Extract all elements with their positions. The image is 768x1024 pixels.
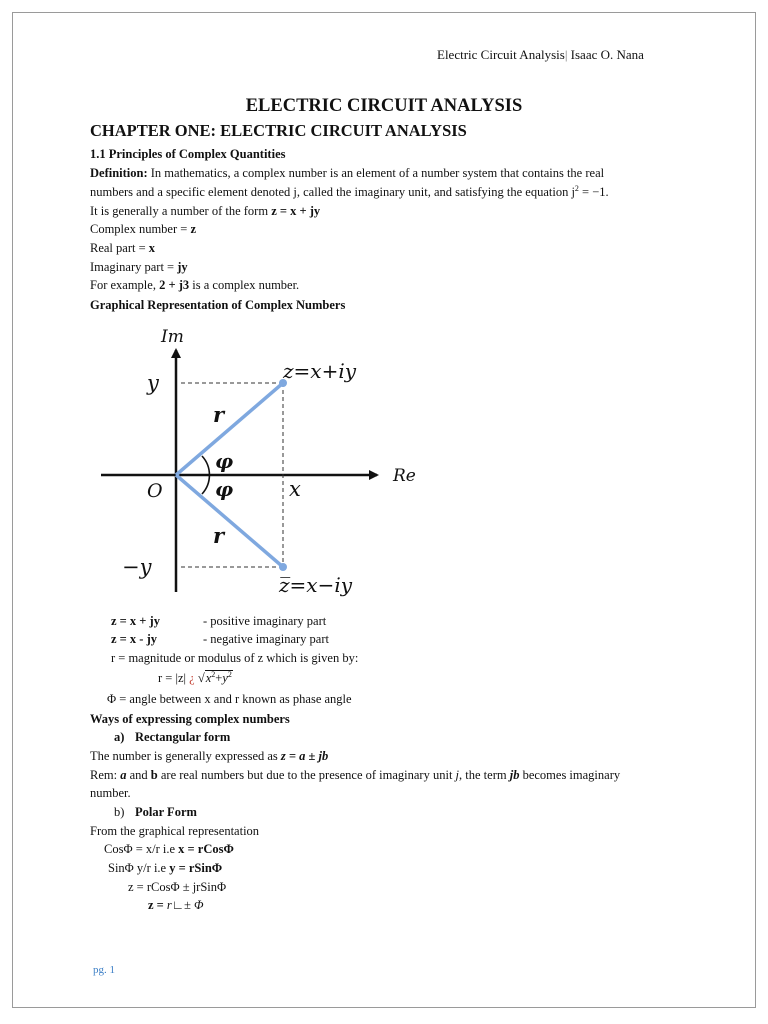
example-line: [90, 277, 299, 293]
example-text: For example,: [90, 278, 160, 292]
radicand-y: y: [222, 671, 228, 685]
rect-line-1-text: The number is generally expressed as: [90, 749, 281, 763]
point-zbar: [279, 563, 287, 571]
example-value: 2 + j3: [159, 278, 190, 292]
graph-heading: Graphical Representation of Complex Numbers: [90, 298, 346, 312]
definition-line-1: [90, 165, 604, 181]
origin-label: O: [147, 480, 163, 502]
polar-z-form-rhs: r∟± Φ: [166, 898, 204, 912]
rect-line-3: number.: [90, 786, 131, 800]
rem-j: j: [455, 768, 460, 782]
definition-text-3: = −1.: [578, 185, 609, 199]
document-title: ELECTRIC CIRCUIT ANALYSIS: [245, 96, 523, 116]
magnitude-formula-lhs: r = |z|: [158, 671, 190, 685]
rem-a: a: [120, 768, 127, 782]
radicand-x: x: [205, 671, 212, 685]
phase-angle-line: Φ = angle between x and r known as phase angle: [107, 692, 352, 706]
definition-line-2: [90, 184, 609, 200]
ways-heading: Ways of expressing complex numbers: [90, 712, 290, 726]
magnitude-glyph: ¿: [189, 671, 195, 685]
radicand-y-square: 2: [227, 670, 232, 679]
chapter-title: CHAPTER ONE: ELECTRIC CIRCUIT ANALYSIS: [90, 121, 467, 140]
z-label: z=x+iy: [283, 359, 357, 383]
rem-end: becomes imaginary: [519, 768, 621, 782]
imaginary-part-value: jy: [177, 260, 188, 274]
y-label: y: [147, 371, 159, 395]
case-positive-desc: - positive imaginary part: [203, 614, 327, 628]
polar-z-form: [148, 897, 204, 913]
rem-mid: are real numbers but due to the presence of imaginary unit: [157, 768, 456, 782]
polar-cos-result: x = rCosΦ: [178, 842, 234, 856]
complex-plane-diagram: [95, 322, 435, 597]
magnitude-text: r = magnitude or modulus of z which is given by:: [111, 651, 359, 665]
zbar-label: z̅=x−iy: [279, 573, 353, 597]
phi-lower-label: φ: [215, 477, 234, 501]
rect-title: Rectangular form: [135, 730, 231, 744]
page-number: pg. 1: [93, 964, 115, 976]
polar-sin-line: [108, 860, 222, 876]
r-upper-label: r: [213, 402, 225, 427]
im-label: Im: [161, 327, 184, 347]
radicand-plus: +: [215, 671, 223, 685]
form-line-formula: z = x + jy: [271, 204, 321, 218]
sqrt-radicand: [205, 670, 233, 685]
section-heading: 1.1 Principles of Complex Quantities: [90, 147, 286, 161]
polar-sin-result: y = rSinΦ: [169, 861, 223, 875]
rem-and: and: [126, 768, 151, 782]
x-label: x: [289, 477, 301, 501]
form-line: [90, 203, 320, 219]
rem-b: b: [150, 768, 158, 782]
radicand-x-square: 2: [211, 670, 216, 679]
imaginary-part-line: [90, 259, 188, 275]
real-part-label: Real part =: [90, 241, 149, 255]
running-header: [437, 47, 678, 63]
complex-number-value: z: [190, 222, 197, 236]
header-author: Isaac O. Nana: [570, 47, 644, 62]
complex-number-line: [90, 221, 196, 237]
sqrt-sign: √: [197, 671, 205, 685]
form-line-text: It is generally a number of the form: [90, 204, 272, 218]
magnitude-formula: [158, 670, 233, 686]
neg-y-label: −y: [122, 555, 152, 579]
case-positive-formula: z = x + jy: [111, 614, 160, 628]
definition-text-1: In mathematics, a complex number is an element of a number system that contains the real: [147, 166, 605, 180]
header-course: Electric Circuit Analysis: [437, 47, 565, 62]
real-part-line: [90, 240, 155, 256]
polar-title: Polar Form: [135, 805, 197, 819]
rem-mid2: , the term: [459, 768, 510, 782]
rect-line-2: [90, 767, 620, 783]
polar-cos-text: CosΦ = x/r i.e: [104, 842, 179, 856]
rem-label: Rem:: [90, 768, 121, 782]
polar-marker: b): [114, 805, 125, 819]
polar-z-form-lhs: z =: [148, 898, 167, 912]
re-label: Re: [393, 466, 416, 486]
rem-jb: jb: [509, 768, 520, 782]
definition-text-2: numbers and a specific element denoted j, called the imaginary unit, and satisfying the equation j: [90, 185, 575, 199]
polar-sin-text: SinΦ y/r i.e: [108, 861, 170, 875]
polar-z-line: z = rCosΦ ± jrSinΦ: [128, 880, 227, 894]
case-negative-desc: - negative imaginary part: [203, 632, 329, 646]
rect-formula: z = a ± jb: [280, 749, 329, 763]
rect-marker: a): [114, 730, 125, 744]
example-rest: is a complex number.: [189, 278, 300, 292]
case-negative-formula: z = x - jy: [111, 632, 157, 646]
polar-cos-line: [104, 841, 234, 857]
header-separator: |: [564, 47, 568, 62]
complex-number-label: Complex number =: [90, 222, 191, 236]
definition-superscript: 2: [574, 184, 579, 193]
imaginary-part-label: Imaginary part =: [90, 260, 178, 274]
r-lower-label: r: [213, 523, 225, 548]
rect-line-1: [90, 748, 328, 764]
polar-intro: From the graphical representation: [90, 824, 260, 838]
real-part-value: x: [148, 241, 156, 255]
phi-upper-label: φ: [215, 449, 234, 473]
definition-label: Definition:: [90, 166, 148, 180]
